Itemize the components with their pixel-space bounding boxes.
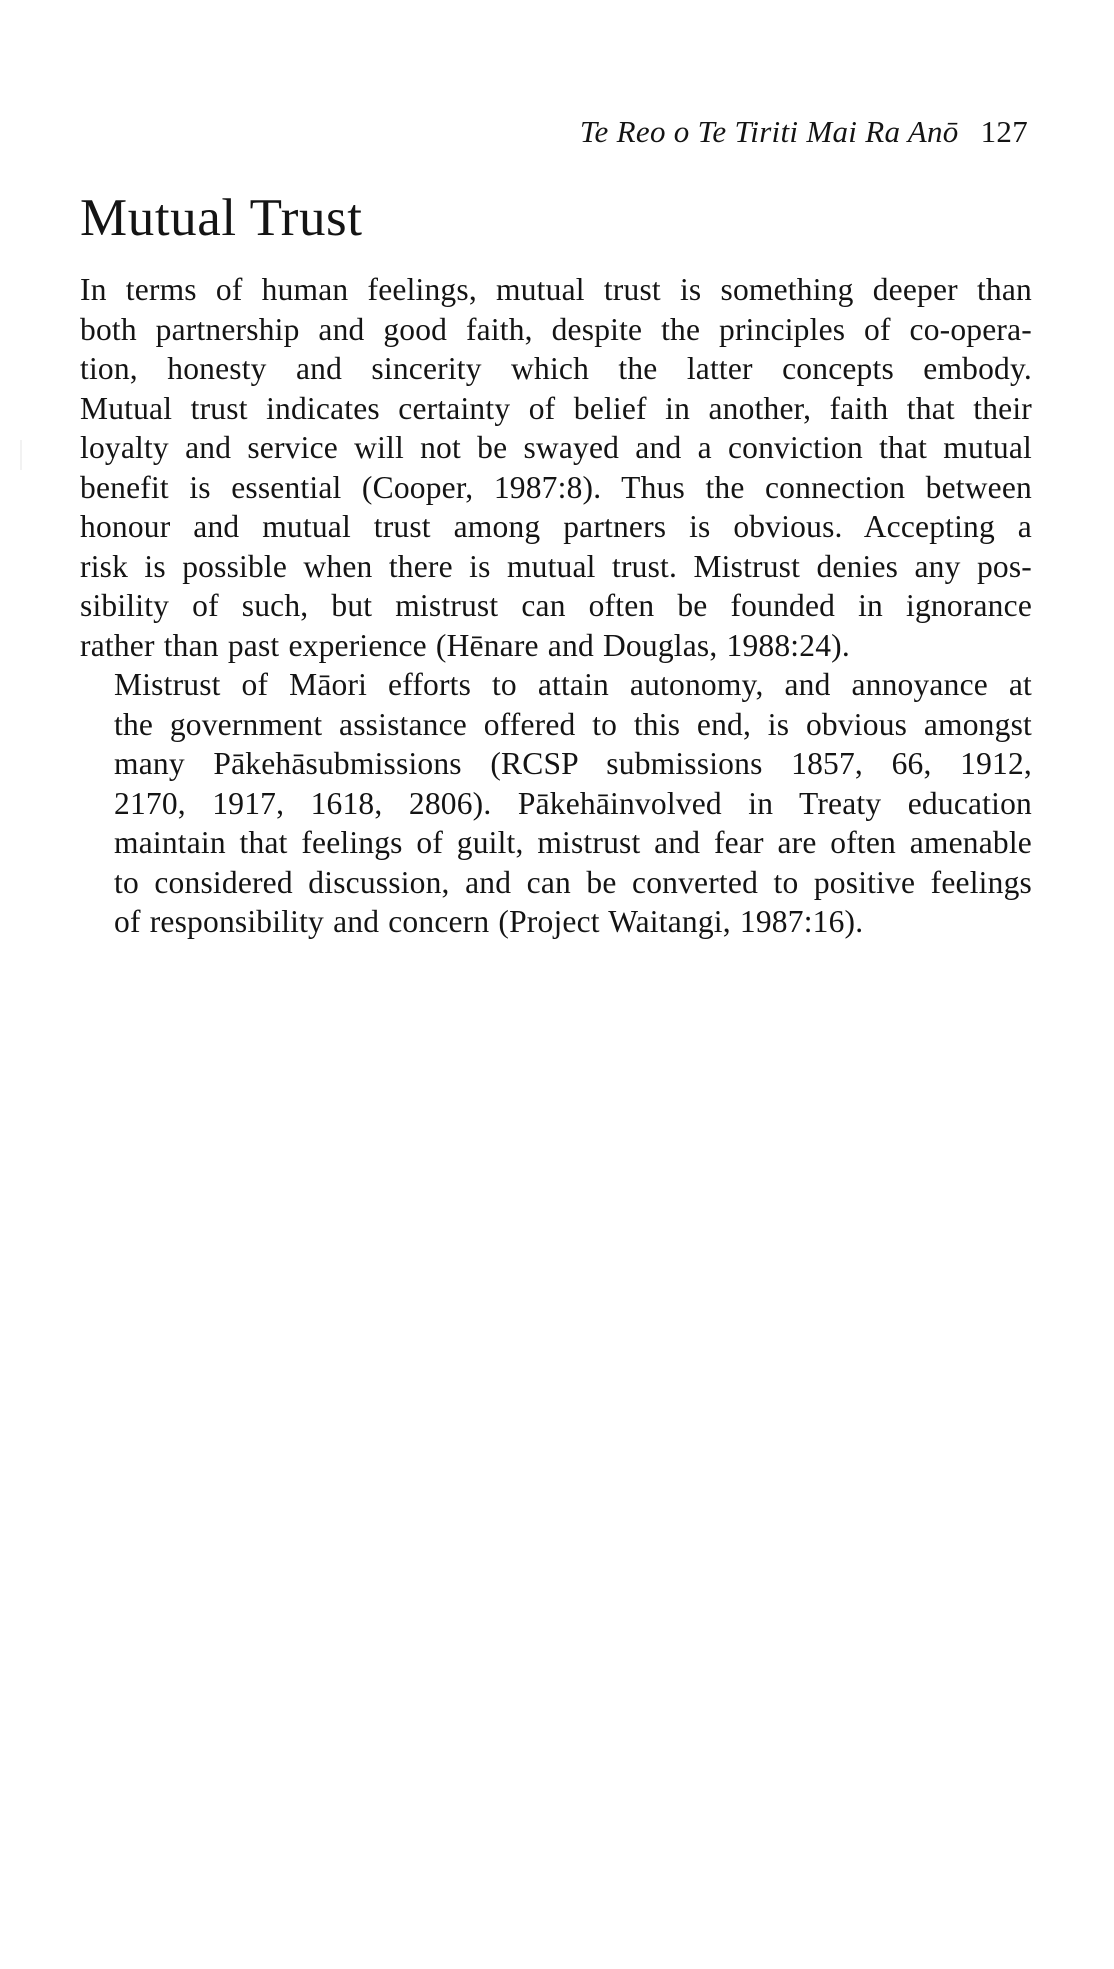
paragraph-1	[80, 270, 1032, 665]
scan-mark	[20, 440, 22, 470]
body-text	[80, 270, 1032, 942]
text-line: Mutual trust indicates certainty of belief in another, faith that their	[80, 390, 1032, 426]
text-line: many Pākehāsubmissions (RCSP submissions 1857, 66, 1912,	[114, 746, 1032, 781]
text-line: to considered discussion, and can be converted to positive feelings	[114, 864, 1032, 900]
text-line: loyalty and service will not be swayed and a conviction that mutual	[80, 430, 1032, 465]
text-line: rather than past experience (Hēnare and Douglas, 1988:24).	[80, 627, 850, 663]
page-number: 127	[980, 114, 1028, 149]
text-line: 2170, 1917, 1618, 2806). Pākehāinvolved in Treaty education	[114, 785, 1032, 821]
text-line: maintain that feelings of guilt, mistrust and fear are often amenable	[114, 825, 1032, 860]
text-line: risk is possible when there is mutual trust. Mistrust denies any pos-	[80, 548, 1032, 584]
running-head-title: Te Reo o Te Tiriti Mai Ra Anō	[579, 114, 959, 149]
text-line: Mistrust of Māori efforts to attain autonomy, and annoyance at	[114, 667, 1032, 702]
running-head	[580, 112, 1028, 152]
text-line: the government assistance offered to this end, is obvious amongst	[114, 706, 1032, 742]
text-line: tion, honesty and sincerity which the latter concepts embody.	[80, 351, 1032, 386]
text-line: honour and mutual trust among partners is obvious. Accepting a	[80, 509, 1032, 544]
text-line: both partnership and good faith, despite the principles of co-opera-	[80, 311, 1032, 347]
text-line: In terms of human feelings, mutual trust is something deeper than	[80, 272, 1032, 307]
text-line: sibility of such, but mistrust can often be founded in ignorance	[80, 588, 1032, 623]
section-heading: Mutual Trust	[80, 189, 363, 247]
text-line: of responsibility and concern (Project Waitangi, 1987:16).	[114, 904, 864, 939]
paragraph-2	[80, 665, 1032, 942]
text-line: benefit is essential (Cooper, 1987:8). Thus the connection between	[80, 469, 1032, 505]
